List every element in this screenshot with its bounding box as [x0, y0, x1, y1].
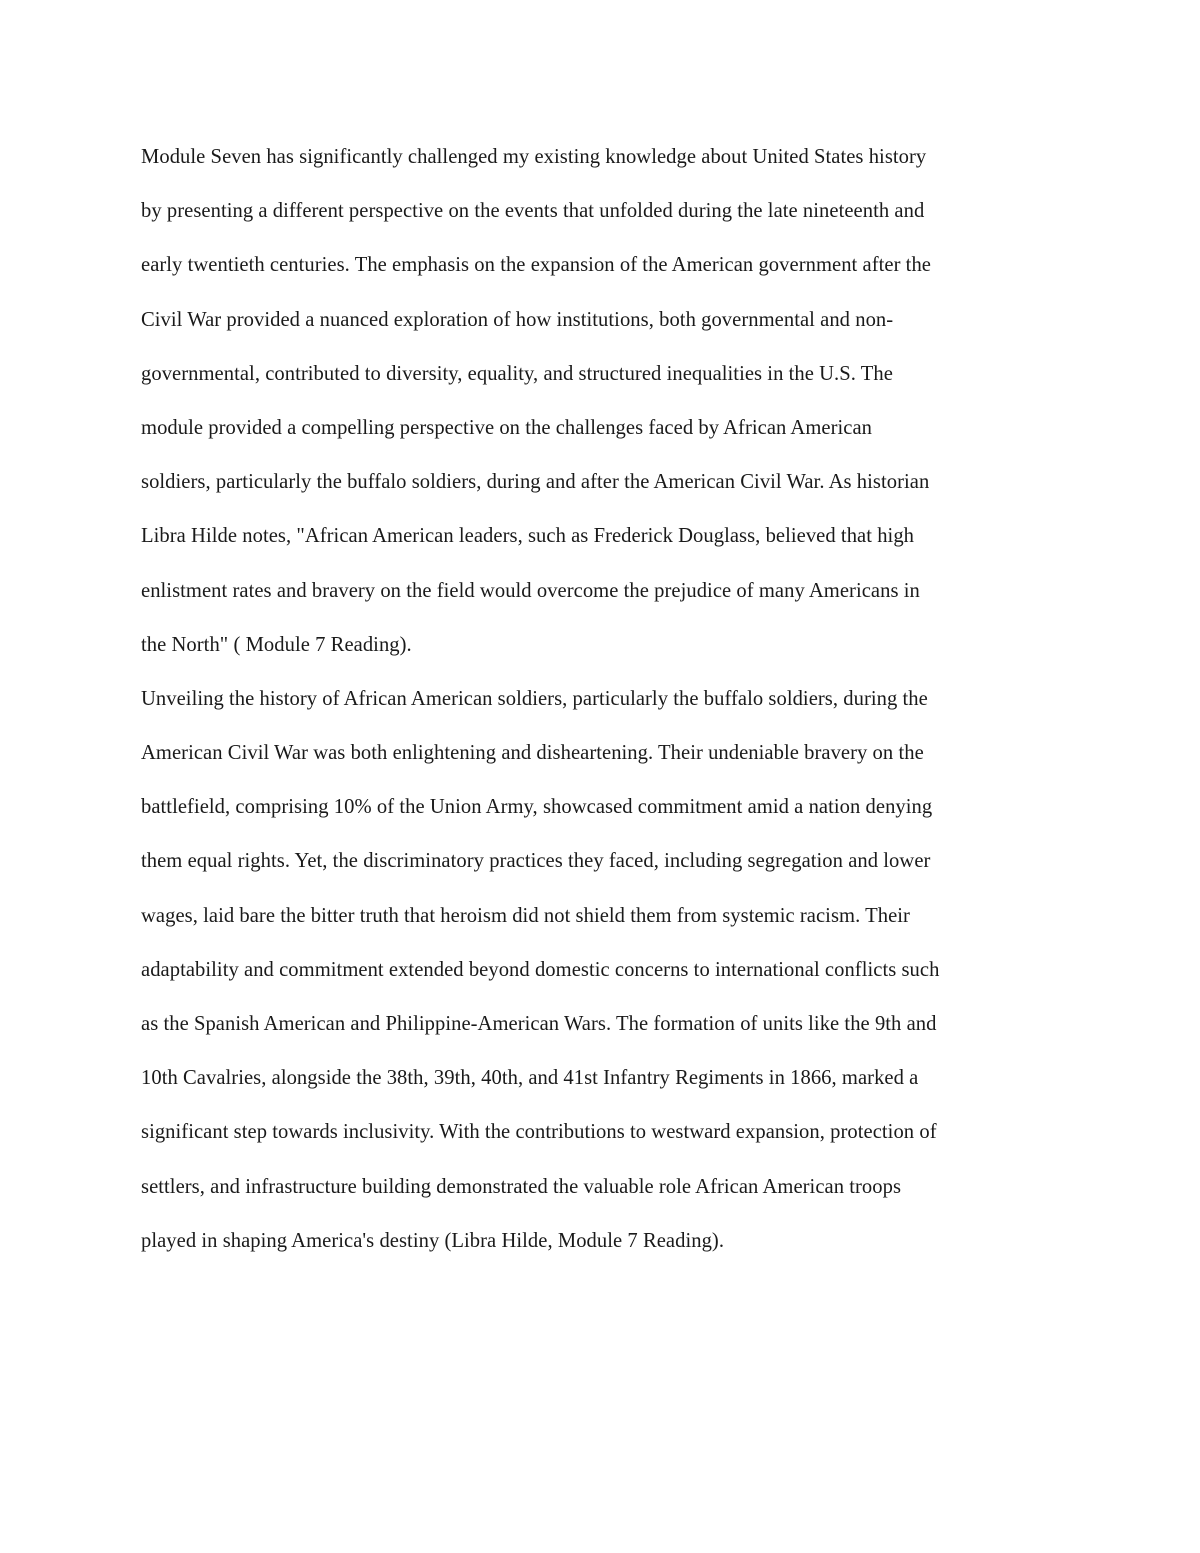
text-line: by presenting a different perspective on the events that unfolded during the late nineteenth and — [141, 200, 925, 223]
text-line: Civil War provided a nuanced exploration of how institutions, both governmental and non- — [141, 308, 894, 331]
text-line: settlers, and infrastructure building demonstrated the valuable role African American troops — [141, 1175, 902, 1198]
text-line: soldiers, particularly the buffalo soldiers, during and after the American Civil War. As historian — [141, 471, 930, 494]
text-line: governmental, contributed to diversity, equality, and structured inequalities in the U.S. The — [141, 362, 893, 385]
text-line: the North" ( Module 7 Reading). — [141, 633, 412, 656]
text-line: as the Spanish American and Philippine-American Wars. The formation of units like the 9th and — [141, 1013, 937, 1035]
document-body — [141, 130, 1061, 1268]
text-line: them equal rights. Yet, the discriminatory practices they faced, including segregation and lower — [141, 850, 931, 873]
text-line: enlistment rates and bravery on the field would overcome the prejudice of many Americans in — [141, 579, 920, 602]
text-line: American Civil War was both enlightening and disheartening. Their undeniable bravery on the — [141, 742, 924, 765]
paragraph-buffalo-soldiers — [141, 672, 1061, 1268]
text-line: Unveiling the history of African American soldiers, particularly the buffalo soldiers, during the — [141, 687, 928, 710]
text-line: played in shaping America's destiny (Libra Hilde, Module 7 Reading). — [141, 1229, 725, 1252]
text-line: wages, laid bare the bitter truth that heroism did not shield them from systemic racism. Their — [141, 904, 910, 927]
text-line: Libra Hilde notes, "African American leaders, such as Frederick Douglass, believed that high — [141, 525, 915, 548]
text-line: adaptability and commitment extended beyond domestic concerns to international conflicts such — [141, 958, 940, 981]
paragraph-module-seven — [141, 130, 1061, 672]
text-line: module provided a compelling perspective on the challenges faced by African American — [141, 416, 873, 439]
text-line: Module Seven has significantly challenged my existing knowledge about United States history — [141, 146, 927, 168]
text-line: significant step towards inclusivity. With the contributions to westward expansion, protection of — [141, 1121, 937, 1144]
text-line: early twentieth centuries. The emphasis on the expansion of the American government after the — [141, 254, 931, 277]
text-line: 10th Cavalries, alongside the 38th, 39th, 40th, and 41st Infantry Regiments in 1866, marked a — [141, 1067, 919, 1090]
text-line: battlefield, comprising 10% of the Union Army, showcased commitment amid a nation denying — [141, 796, 933, 819]
